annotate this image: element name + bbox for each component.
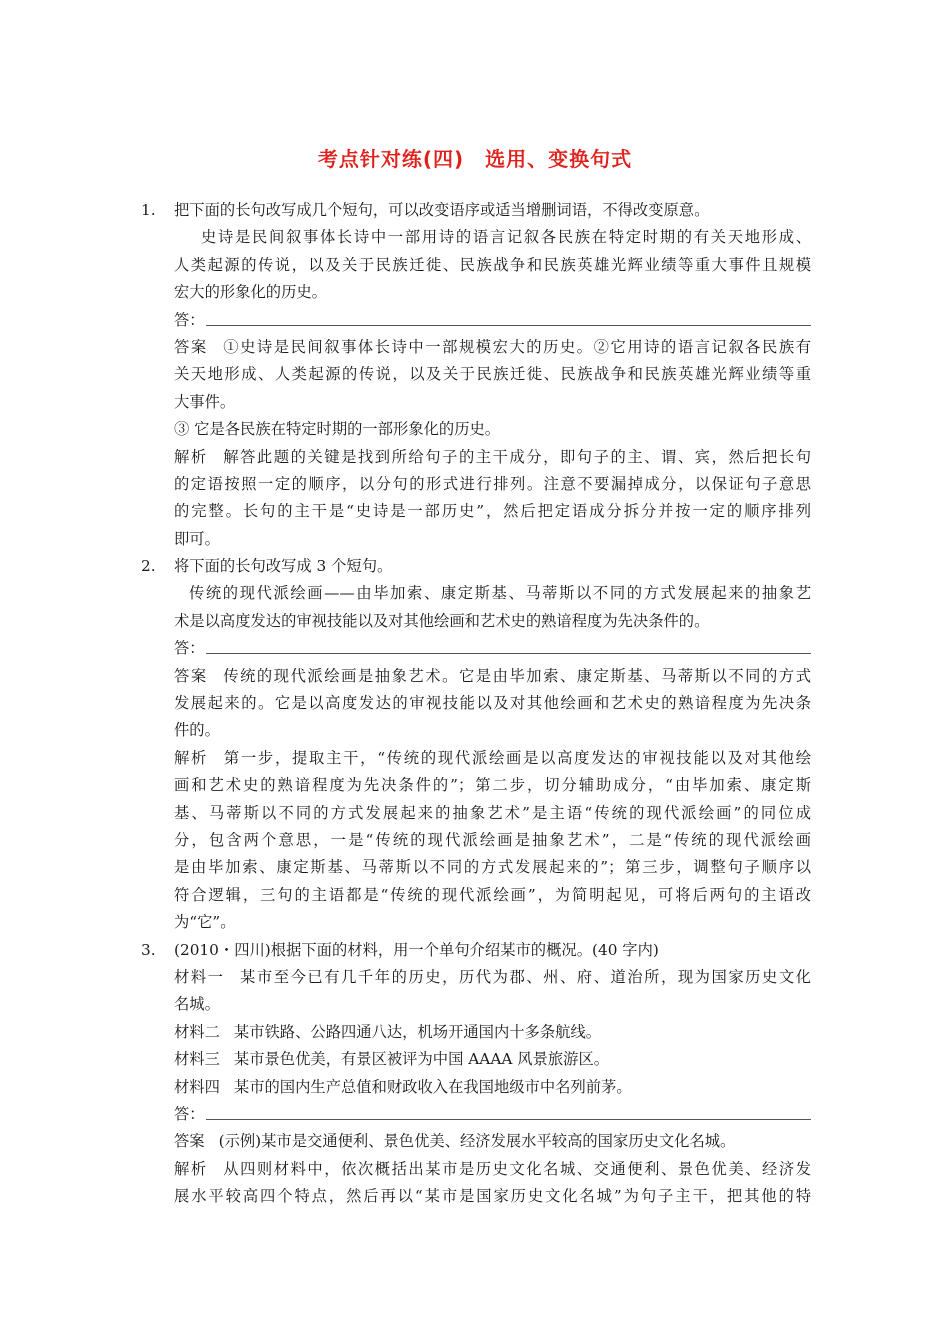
answer-heading: 答案 <box>174 666 208 685</box>
q1-analysis-line: 即可。 <box>174 529 220 548</box>
document-body <box>141 197 811 1210</box>
q1-analysis-line: 的完整。长句的主干是“史诗是一部历史”，然后把定语成分拆分并按一定的顺序排列 <box>174 502 811 521</box>
q3-material-line: 材料三 某市景色优美，有景区被评为中国 AAAA 风景旅游区。 <box>174 1050 610 1069</box>
material-label: 材料四 <box>174 1077 220 1096</box>
page-title: 考点针对练(四) 选用、变换句式 <box>317 147 633 171</box>
q1-answer-blank[interactable] <box>141 307 811 334</box>
answer-heading: 答案 <box>174 1132 205 1151</box>
q1-answer-line: 大事件。 <box>174 392 236 411</box>
q2-answer-line: 答案 传统的现代派绘画是抽象艺术。它是由毕加索、康定斯基、马蒂斯以不同的方式 <box>174 666 811 685</box>
q2-analysis-line: 画和艺术史的熟谙程度为先决条件的”；第二步，切分辅助成分，“由毕加索、康定斯 <box>174 776 811 795</box>
q2-analysis-line: 基、马蒂斯以不同的方式发展起来的抽象艺术”是主语“传统的现代派绘画”的同位成 <box>174 803 811 822</box>
answer-label: 答： <box>174 639 205 658</box>
q3-number: 3. <box>141 940 156 959</box>
q2-analysis-line: 为“它”。 <box>174 913 236 932</box>
q1-passage-line: 宏大的形象化的历史。 <box>174 283 327 302</box>
q2-analysis-line: 符合逻辑，三句的主语都是“传统的现代派绘画”，为简明起见，可将后两句的主语改 <box>174 885 811 904</box>
q2-analysis-line: 是由毕加索、康定斯基、马蒂斯以不同的方式发展起来的”；第三步，调整句子顺序以 <box>174 858 811 877</box>
q2-answer-blank[interactable] <box>141 635 811 662</box>
q2-passage-line: 术是以高度发达的审视技能以及对其他绘画和艺术史的熟谙程度为先决条件的。 <box>174 611 710 630</box>
q3-answer-line: 答案 (示例)某市是交通便利、景色优美、经济发展水平较高的国家历史文化名城。 <box>174 1132 736 1151</box>
q2-number: 2. <box>141 557 156 576</box>
q2-answer-line: 发展起来的。它是以高度发达的审视技能以及对其他绘画和艺术史的熟谙程度为先决条 <box>174 694 811 713</box>
q1-analysis-line: 的定语按照一定的顺序，以分句的形式进行排列。注意不要漏掉成分，以保证句子意思 <box>174 474 811 493</box>
q3-prompt-row <box>141 937 811 964</box>
q3-material-line: 材料四 某市的国内生产总值和财政收入在我国地级市中名列前茅。 <box>174 1077 632 1096</box>
answer-blank-line[interactable] <box>206 325 811 326</box>
q1-prompt: 把下面的长句改写成几个短句，可以改变语序或适当增删词语，不得改变原意。 <box>174 201 710 219</box>
answer-label: 答： <box>174 310 205 329</box>
q1-passage-line: 史诗是民间叙事体长诗中一部用诗的语言记叙各民族在特定时期的有关天地形成、 <box>201 228 811 247</box>
q1-number: 1. <box>141 201 156 219</box>
answer-blank-line[interactable] <box>206 1119 811 1120</box>
q1-answer-line: 关天地形成、人类起源的传说，以及关于民族迁徙、民族战争和民族英雄光辉业绩等重 <box>174 365 811 384</box>
analysis-heading: 解析 <box>174 748 209 767</box>
answer-heading: 答案 <box>174 337 208 356</box>
material-label: 材料三 <box>174 1050 220 1069</box>
q2-prompt: 将下面的长句改写成 3 个短句。 <box>174 557 393 576</box>
q2-passage-line: 传统的现代派绘画——由毕加索、康定斯基、马蒂斯以不同的方式发展起来的抽象艺 <box>189 584 811 603</box>
q2-prompt-row <box>141 553 811 580</box>
q1-answer-line: 答案 ①史诗是民间叙事体长诗中一部规模宏大的历史。②它用诗的语言记叙各民族有 <box>174 337 811 356</box>
q1-prompt-row <box>141 197 811 224</box>
analysis-heading: 解析 <box>174 447 208 466</box>
q3-material-line: 名城。 <box>174 995 220 1014</box>
q3-prompt: (2010・四川)根据下面的材料，用一个单句介绍某市的概况。(40 字内) <box>174 940 659 959</box>
material-label: 材料一 <box>174 967 225 986</box>
q3-material-line: 材料二 某市铁路、公路四通八达，机场开通国内十多条航线。 <box>174 1022 602 1041</box>
q3-analysis-line: 展水平较高四个特点，然后再以“某市是国家历史文化名城”为句子主干，把其他的特 <box>174 1187 811 1206</box>
material-label: 材料二 <box>174 1022 220 1041</box>
q2-analysis-line: 分，包含两个意思，一是“传统的现代派绘画是抽象艺术”，二是“传统的现代派绘画 <box>174 830 811 849</box>
q1-passage-line: 人类起源的传说，以及关于民族迁徙、民族战争和民族英雄光辉业绩等重大事件且规模 <box>174 255 811 274</box>
q3-analysis-line: 解析 从四则材料中，依次概括出某市是历史文化名城、交通便利、景色优美、经济发 <box>174 1159 811 1178</box>
q2-analysis-line: 解析 第一步，提取主干，“传统的现代派绘画是以高度发达的审视技能以及对其他绘 <box>174 748 811 767</box>
q3-material-line: 材料一 某市至今已有几千年的历史，历代为郡、州、府、道治所，现为国家历史文化 <box>174 967 811 986</box>
q1-analysis-line: 解析 解答此题的关键是找到所给句子的主干成分，即句子的主、谓、宾，然后把长句 <box>174 447 811 466</box>
q2-answer-line: 件的。 <box>174 721 220 740</box>
q3-answer-blank[interactable] <box>141 1101 811 1128</box>
q1-answer-line: ③ 它是各民族在特定时期的一部形象化的历史。 <box>174 420 501 439</box>
analysis-heading: 解析 <box>174 1159 208 1178</box>
answer-label: 答： <box>174 1104 205 1123</box>
answer-blank-line[interactable] <box>206 653 811 654</box>
